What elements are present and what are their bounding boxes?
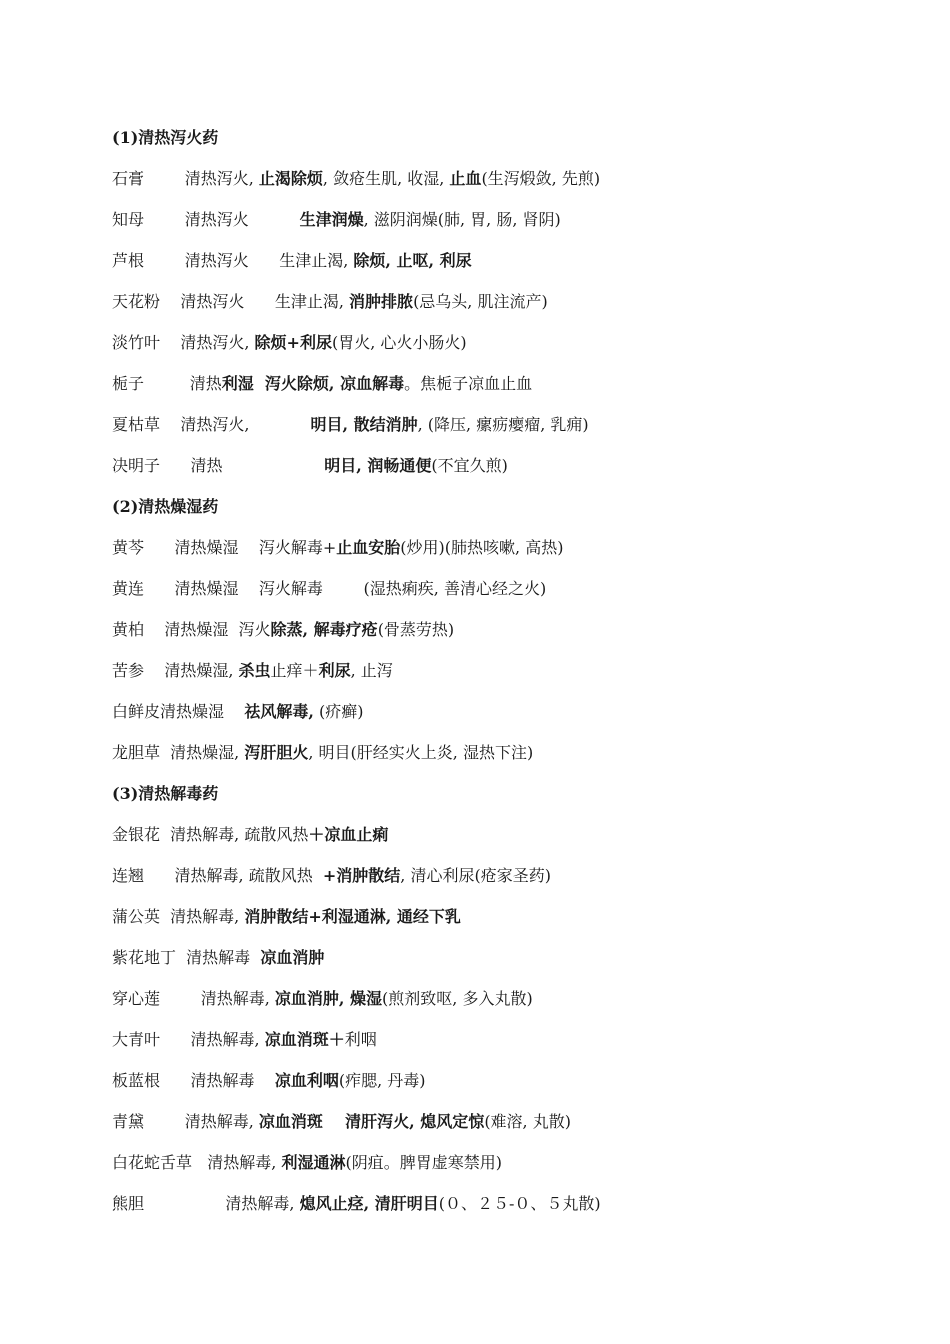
entry-text: 夏枯草 清热泻火, — [112, 415, 311, 434]
entry-text-bold: 明目, 散结消肿 — [310, 415, 418, 434]
herb-entry — [112, 866, 551, 886]
entry-text: , (降压, 瘰疬瘿瘤, 乳痈) — [417, 415, 589, 434]
entry-text: 蒲公英 清热解毒, — [112, 907, 245, 926]
entry-text: 板蓝根 清热解毒 — [112, 1071, 275, 1090]
entry-text: 连翘 清热解毒, 疏散风热 — [112, 866, 323, 885]
entry-text: 决明子 清热 — [112, 456, 325, 475]
entry-text: 龙胆草 清热燥湿, — [112, 743, 245, 762]
entry-text-bold: 凉血利咽 — [274, 1071, 339, 1090]
entry-text: , 清心利尿(疮家圣药) — [400, 866, 551, 885]
entry-text-bold: 凉血消肿 — [260, 948, 325, 967]
entry-text: 。焦栀子凉血止血 — [404, 374, 533, 393]
entry-text: 止痒＋ — [270, 661, 319, 680]
herb-entry — [112, 825, 388, 845]
herb-entry — [112, 702, 364, 722]
entry-text-bold: 泻肝胆火 — [244, 743, 309, 762]
entry-text-bold: 止血 — [449, 169, 482, 188]
entry-text: 熊胆 清热解毒, — [112, 1194, 300, 1213]
herb-entry — [112, 579, 546, 599]
entry-text: (０、２５-０、５丸散) — [438, 1194, 601, 1213]
herb-entry — [112, 907, 461, 927]
herb-entry — [112, 456, 508, 476]
section-heading: (2)清热燥湿药 — [112, 497, 219, 516]
herb-entry — [112, 661, 393, 681]
entry-text: (难溶, 丸散) — [484, 1112, 571, 1131]
entry-text-bold: 除烦+利尿 — [254, 333, 332, 352]
entry-text: 芦根 清热泻火 生津止渴, — [112, 251, 354, 270]
entry-text: 黄柏 清热燥湿 泻火 — [112, 620, 271, 639]
entry-text-bold: 除烦, 止呕, 利尿 — [353, 251, 472, 270]
entry-text: (炒用)(肺热咳嗽, 高热) — [400, 538, 564, 557]
entry-text-bold: 利湿 泻火除烦, 凉血解毒 — [221, 374, 405, 393]
entry-text: 石膏 清热泻火, — [112, 169, 259, 188]
entry-text: , 滋阴润燥(肺, 胃, 肠, 肾阴) — [363, 210, 561, 229]
entry-text: 黄连 清热燥湿 泻火解毒 (湿热痢疾, 善清心经之火) — [112, 579, 547, 598]
entry-text: (阴疽。脾胃虚寒禁用) — [345, 1153, 502, 1172]
entry-text-bold: 生津润燥 — [299, 210, 364, 229]
entry-text: (不宜久煎) — [431, 456, 508, 475]
herb-entry — [112, 251, 472, 271]
entry-text: 苦参 清热燥湿, — [112, 661, 239, 680]
entry-text-bold: ＋凉血止痢 — [308, 825, 389, 844]
entry-text-bold: 利湿通淋 — [281, 1153, 346, 1172]
entry-text: 白鲜皮清热燥湿 — [112, 702, 245, 721]
entry-text-bold: 止血安胎 — [336, 538, 401, 557]
entry-text-bold: 消肿排脓 — [349, 292, 414, 311]
entry-text-bold: +消肿散结 — [322, 866, 401, 885]
entry-text: 穿心莲 清热解毒, — [112, 989, 275, 1008]
entry-text-bold: 凉血消肿, 燥湿 — [274, 989, 383, 1008]
entry-text: (痄腮, 丹毒) — [338, 1071, 426, 1090]
entry-text: 天花粉 清热泻火 生津止渴, — [112, 292, 350, 311]
entry-text: 知母 清热泻火 — [112, 210, 300, 229]
entry-text: (骨蒸劳热) — [377, 620, 455, 639]
herb-entry — [112, 292, 548, 312]
herb-entry — [112, 374, 532, 394]
herb-entry — [112, 948, 324, 968]
herb-entry — [112, 620, 454, 640]
herb-entry — [112, 333, 467, 353]
entry-text-bold: 利尿 — [318, 661, 351, 680]
entry-text: 白花蛇舌草 清热解毒, — [112, 1153, 282, 1172]
entry-text-bold: 除蒸, 解毒疗疮 — [270, 620, 378, 639]
herb-entry — [112, 415, 589, 435]
section-heading: (1)清热泻火药 — [112, 128, 219, 147]
entry-text-bold: 凉血消斑＋ — [264, 1030, 345, 1049]
entry-text: , 敛疮生肌, 收湿, — [322, 169, 450, 188]
entry-text-bold: 祛风解毒, — [244, 702, 314, 721]
herb-entry — [112, 743, 533, 763]
entry-text: 紫花地丁 清热解毒 — [112, 948, 261, 967]
herb-entry — [112, 169, 600, 189]
entry-text: (忌乌头, 肌注流产) — [413, 292, 548, 311]
entry-text: 黄芩 清热燥湿 泻火解毒+ — [112, 538, 337, 557]
entry-text: , 明目(肝经实火上炎, 湿热下注) — [308, 743, 534, 762]
entry-text: , 止泻 — [350, 661, 393, 680]
entry-text-bold: 消肿散结+利湿通淋, 通经下乳 — [244, 907, 461, 926]
herb-entry — [112, 1153, 502, 1173]
herb-entry — [112, 1030, 377, 1050]
entry-text-bold: 熄风止痉, 清肝明目 — [299, 1194, 439, 1213]
entry-text: 金银花 清热解毒, 疏散风热 — [112, 825, 309, 844]
herb-entry — [112, 1194, 601, 1214]
entry-text-bold: 凉血消斑 清肝泻火, 熄风定惊 — [258, 1112, 485, 1131]
herb-entry — [112, 989, 533, 1009]
entry-text: (疥癣) — [313, 702, 364, 721]
entry-text: 大青叶 清热解毒, — [112, 1030, 265, 1049]
herb-entry — [112, 538, 563, 558]
herb-entry — [112, 210, 561, 230]
entry-text: 青黛 清热解毒, — [112, 1112, 259, 1131]
herb-entry — [112, 1071, 426, 1091]
entry-text-bold: 杀虫 — [238, 661, 271, 680]
entry-text: 栀子 清热 — [112, 374, 222, 393]
section-heading: (3)清热解毒药 — [112, 784, 219, 803]
entry-text: (生泻煅敛, 先煎) — [481, 169, 601, 188]
entry-text: (胃火, 心火小肠火) — [331, 333, 467, 352]
herb-entry — [112, 1112, 571, 1132]
entry-text-bold: 明目, 润畅通便 — [324, 456, 432, 475]
entry-text: (煎剂致呕, 多入丸散) — [382, 989, 533, 1008]
entry-text: 淡竹叶 清热泻火, — [112, 333, 255, 352]
entry-text: 利咽 — [344, 1030, 377, 1049]
entry-text-bold: 止渴除烦 — [258, 169, 323, 188]
